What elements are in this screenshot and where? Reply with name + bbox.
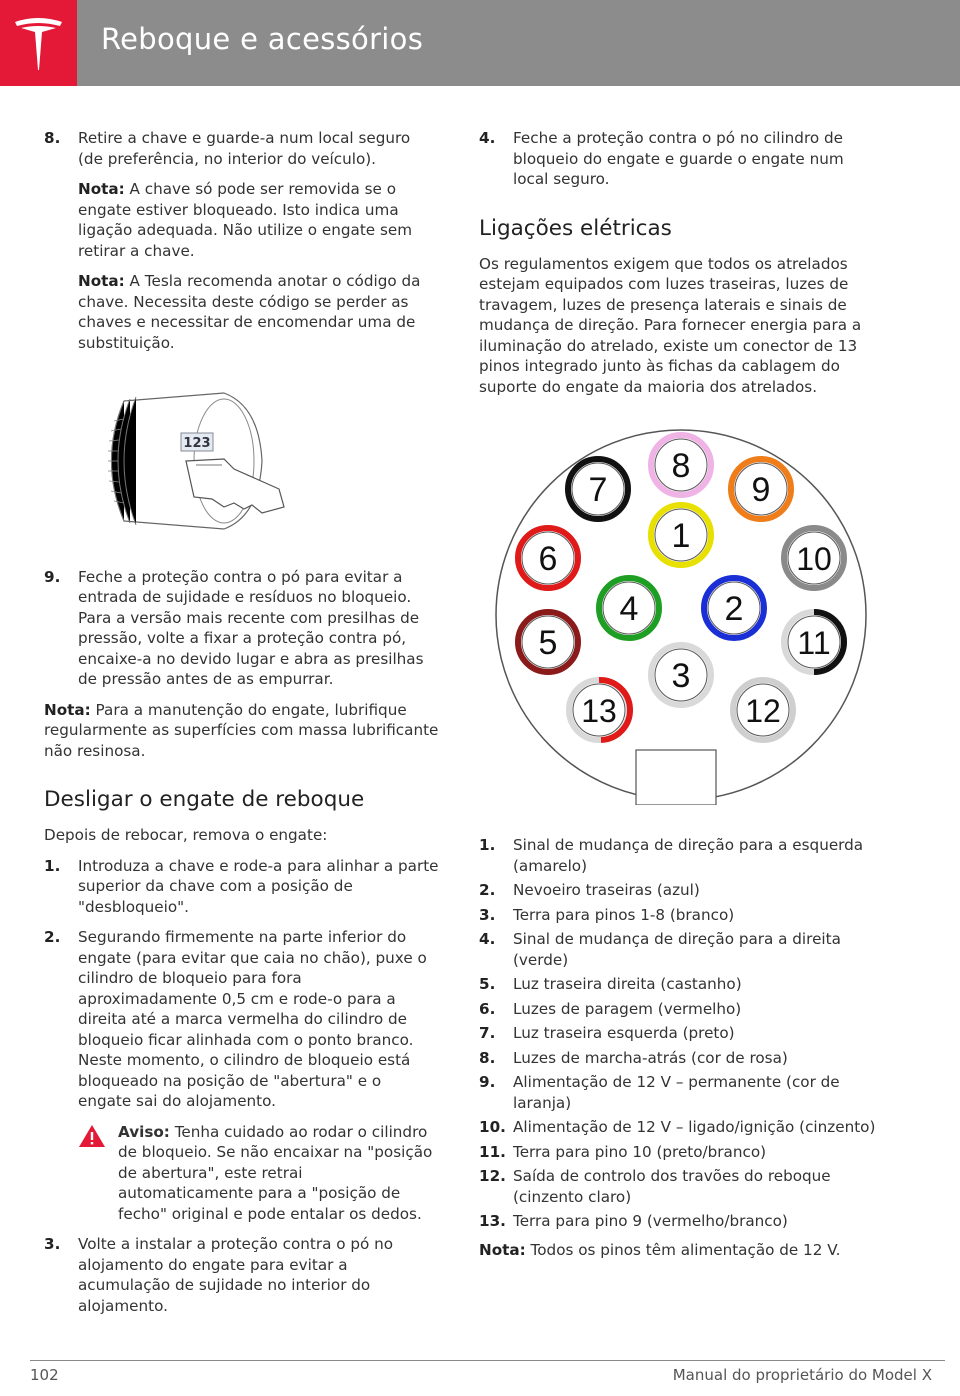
- pin-description: Sinal de mudança de direção para a esquerda (amarelo): [513, 836, 864, 875]
- disconnect-step: [44, 927, 439, 1112]
- section-intro: Depois de rebocar, remova o engate:: [44, 826, 328, 844]
- pin-number: 10.: [479, 1118, 506, 1136]
- pin-2-label: 2: [724, 590, 744, 628]
- pin-10-label: 10: [796, 541, 832, 577]
- page-header: [0, 0, 960, 86]
- note-label: Nota:: [44, 700, 91, 719]
- pin-number: 1.: [479, 836, 496, 854]
- pin-description: Alimentação de 12 V – ligado/ignição (cinzento): [513, 1118, 876, 1136]
- step-number: 8.: [44, 129, 61, 147]
- section-heading-electrical: Ligações elétricas: [479, 215, 672, 241]
- pin-description: Luz traseira esquerda (preto): [513, 1024, 735, 1042]
- step-number: 9.: [44, 567, 61, 586]
- pin-list-item: [479, 1142, 879, 1163]
- tesla-logo: [0, 0, 77, 86]
- step-number: 2.: [44, 928, 61, 946]
- note-lubrication: [44, 700, 439, 762]
- pin-number: 9.: [479, 1073, 496, 1091]
- pin-number: 2.: [479, 881, 496, 899]
- pin-description: Sinal de mudança de direção para a direita (verde): [513, 930, 841, 969]
- key-code-label: 123: [183, 436, 211, 451]
- pin-description: Luzes de marcha-atrás (cor de rosa): [513, 1048, 788, 1067]
- pin-12-label: 12: [745, 693, 781, 729]
- pin-list-item: [479, 1211, 879, 1232]
- lock-key-illustration: [84, 381, 304, 541]
- pin-list-item: [479, 905, 879, 926]
- pin-list-item: [479, 835, 879, 876]
- footer-manual-title: Manual do proprietário do Model X: [672, 1366, 932, 1384]
- disconnect-step: [44, 856, 439, 918]
- disconnect-step: [44, 1234, 439, 1316]
- page-title: Reboque e acessórios: [101, 22, 424, 56]
- pin-6-label: 6: [538, 540, 558, 578]
- pin-description: Alimentação de 12 V – permanente (cor de laranja): [513, 1073, 840, 1112]
- pin-7-label: 7: [588, 471, 608, 509]
- pin-number: 12.: [479, 1167, 506, 1185]
- warning-box: [44, 1122, 439, 1225]
- tesla-logo-icon: [12, 16, 65, 72]
- pin-description: Terra para pino 10 (preto/branco): [513, 1142, 767, 1161]
- pin-list-item: [479, 880, 879, 901]
- pin-number: 5.: [479, 975, 496, 993]
- connector-key-slot: [636, 750, 716, 805]
- section-intro: Os regulamentos exigem que todos os atrelados estejam equipados com luzes traseiras, luzes de travagem, luzes de presença laterais e sinais de mudança de direção. Para fornecer energia para a iluminação do atrelado, existe um conector de 13 pinos integrado junto às fichas da cablagem do suporte do engate da maioria dos atrelados.: [479, 254, 862, 396]
- pin-description: Luz traseira direita (castanho): [513, 975, 742, 993]
- 13-pin-connector-diagram: [491, 425, 871, 805]
- pin-number: 7.: [479, 1024, 496, 1042]
- warning-icon: [78, 1124, 106, 1148]
- step-text: Segurando firmemente na parte inferior do engate (para evitar que caia no chão), puxe o cilindro de bloqueio para fora aproximadamente 0,5 cm e rode-o para a direita até a marca vermelha do cilindro de bloqueio ficar alinhada com o ponto branco. Neste momento, o cilindro de bloqueio está bloqueado na posição de "abertura" e o engate sai do alojamento.: [78, 928, 427, 1110]
- pin-list-item: [479, 929, 879, 970]
- pin-number: 4.: [479, 930, 496, 948]
- step-8: [44, 128, 439, 169]
- pin-description: Nevoeiro traseiras (azul): [513, 881, 700, 899]
- pin-number: 6.: [479, 999, 496, 1018]
- note-label: Nota:: [78, 180, 125, 198]
- pin-13-label: 13: [581, 693, 617, 729]
- page-number: 102: [30, 1366, 59, 1384]
- pin-number: 11.: [479, 1142, 506, 1161]
- note-text: Todos os pinos têm alimentação de 12 V.: [525, 1240, 841, 1259]
- step-text: Introduza a chave e rode-a para alinhar a parte superior da chave com a posição de "desbloqueio".: [78, 856, 439, 916]
- note-voltage: [479, 1240, 879, 1261]
- pin-9-label: 9: [751, 471, 771, 509]
- pin-1-label: 1: [671, 517, 691, 555]
- pin-list-item: [479, 1166, 879, 1207]
- step-4: [479, 128, 879, 190]
- pin-11-label: 11: [797, 625, 831, 661]
- pin-3-label: 3: [671, 657, 691, 695]
- pin-number: 13.: [479, 1212, 506, 1230]
- pin-list-item: [479, 999, 879, 1020]
- pin-number: 3.: [479, 905, 496, 924]
- left-column: [44, 128, 439, 1326]
- pin-list-item: [479, 974, 879, 995]
- warning-text: Tenha cuidado ao rodar o cilindro de bloqueio. Se não encaixar na "posição de abertura", este retrai automaticamente para a "posição de fecho" original e pode entalar os dedos.: [118, 1122, 433, 1223]
- note-text: A Tesla recomenda anotar o código da chave. Necessita deste código se perder as chaves e necessitar de encomendar uma de substituição.: [78, 272, 421, 352]
- pin-description: Luzes de paragem (vermelho): [513, 999, 742, 1018]
- pin-description: Terra para pinos 1-8 (branco): [513, 905, 735, 924]
- step-text: Feche a proteção contra o pó no cilindro de bloqueio do engate e guarde o engate num local seguro.: [513, 129, 844, 188]
- pin-description: Terra para pino 9 (vermelho/branco): [513, 1212, 788, 1230]
- note-label: Nota:: [78, 272, 125, 290]
- pin-description: Saída de controlo dos travões do reboque (cinzento claro): [513, 1167, 831, 1206]
- warning-label: Aviso:: [118, 1122, 170, 1141]
- step-9: [44, 567, 439, 690]
- step-number: 1.: [44, 856, 61, 875]
- pin-4-label: 4: [619, 590, 639, 628]
- step-number: 3.: [44, 1235, 61, 1253]
- note-text: A chave só pode ser removida se o engate estiver bloqueado. Isto indica uma ligação adequada. Não utilize o engate sem retirar a chave.: [78, 180, 413, 260]
- step-text: Feche a proteção contra o pó para evitar a entrada de sujidade e resíduos no bloqueio. Para a versão mais recente com presilhas de pressão, volte a fixar a proteção contra pó, encaixe-a no devido lugar e abra as presilhas de pressão antes de as empurrar.: [78, 567, 424, 688]
- pin-list-item: [479, 1023, 879, 1044]
- pin-function-list: [479, 835, 879, 1232]
- right-column: [479, 128, 879, 1270]
- step-number: 4.: [479, 129, 496, 147]
- section-heading-disconnect: Desligar o engate de reboque: [44, 787, 365, 812]
- step-text: Volte a instalar a proteção contra o pó no alojamento do engate para evitar a acumulação de sujidade no interior do alojamento.: [78, 1235, 394, 1315]
- pin-list-item: [479, 1072, 879, 1113]
- note-key-removal: [44, 179, 439, 261]
- pin-8-label: 8: [671, 447, 691, 485]
- pin-list-item: [479, 1048, 879, 1069]
- note-text: Para a manutenção do engate, lubrifique regularmente as superfícies com massa lubrificante não resinosa.: [44, 700, 439, 760]
- pin-number: 8.: [479, 1048, 496, 1067]
- note-label: Nota:: [479, 1240, 526, 1259]
- footer-divider: [30, 1360, 945, 1361]
- note-key-code: [44, 271, 439, 353]
- step-text: Retire a chave e guarde-a num local seguro (de preferência, no interior do veículo).: [78, 129, 411, 168]
- pin-5-label: 5: [538, 624, 558, 662]
- pin-list-item: [479, 1117, 879, 1138]
